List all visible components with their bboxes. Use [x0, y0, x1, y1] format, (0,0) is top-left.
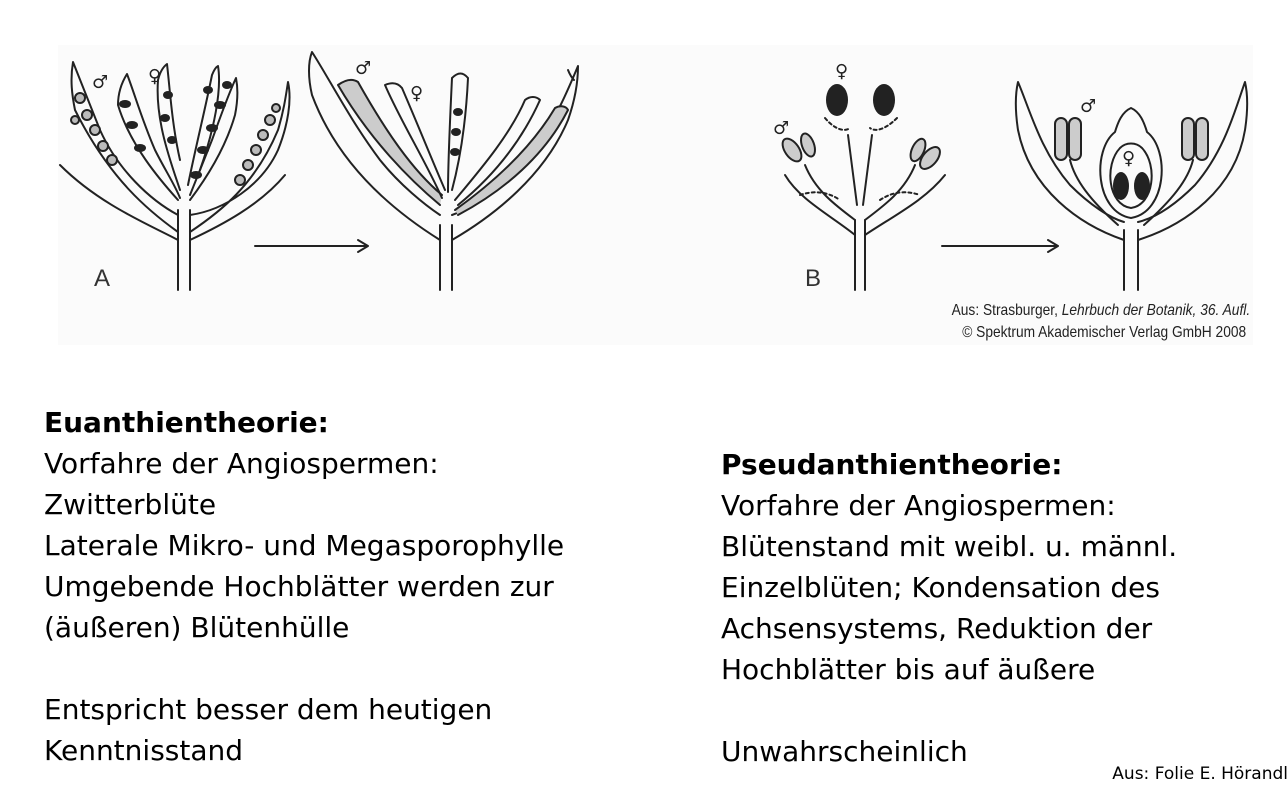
credit-prefix: Aus: Strasburger, [951, 302, 1062, 319]
pseudanthium-theory-block [721, 444, 1177, 772]
female-symbol: ♀ [1122, 148, 1136, 169]
figure-credit-line-2: © Spektrum Akademischer Verlag GmbH 2008 [962, 324, 1246, 341]
euanthium-heading: Euanthientheorie: [44, 406, 329, 439]
male-symbol: ♂ [773, 118, 790, 139]
pseudanthium-line: Blütenstand mit weibl. u. männl. [721, 530, 1178, 563]
pseudanthium-line: Achsensystems, Reduktion der [721, 612, 1153, 645]
figure-credit-line-1 [951, 302, 1250, 320]
pseudanthium-heading: Pseudanthientheorie: [721, 448, 1063, 481]
euanthium-line: Vorfahre der Angiospermen: [44, 447, 439, 480]
flower-evolution-figure [0, 0, 1288, 350]
euanthium-line: Zwitterblüte [44, 488, 217, 521]
male-symbol: ♂ [92, 72, 109, 93]
pseudanthium-line: Einzelblüten; Kondensation des [721, 571, 1160, 604]
slide-source: Aus: Folie E. Hörandl [1112, 764, 1288, 784]
pseudanthium-line: Vorfahre der Angiospermen: [721, 489, 1116, 522]
euanthium-line: (äußeren) Blütenhülle [44, 611, 350, 644]
female-symbol: ♀ [148, 66, 162, 87]
euanthium-line: Umgebende Hochblätter werden zur [44, 570, 554, 603]
female-symbol: ♀ [410, 83, 424, 104]
pseudanthium-line: Hochblätter bis auf äußere [721, 653, 1096, 686]
credit-book-title: Lehrbuch der Botanik, 36. Aufl. [1061, 302, 1250, 319]
female-symbol: ♀ [835, 61, 849, 82]
figure-label-b: B [805, 265, 822, 292]
euanthium-theory-block [44, 402, 564, 771]
figure-label-a: A [94, 265, 111, 292]
euanthium-conclusion: Kenntnisstand [44, 734, 244, 767]
male-symbol: ♂ [1080, 96, 1097, 117]
euanthium-line: Laterale Mikro- und Megasporophylle [44, 529, 565, 562]
euanthium-conclusion: Entspricht besser dem heutigen [44, 693, 493, 726]
pseudanthium-conclusion: Unwahrscheinlich [721, 735, 968, 768]
male-symbol: ♂ [355, 58, 372, 79]
